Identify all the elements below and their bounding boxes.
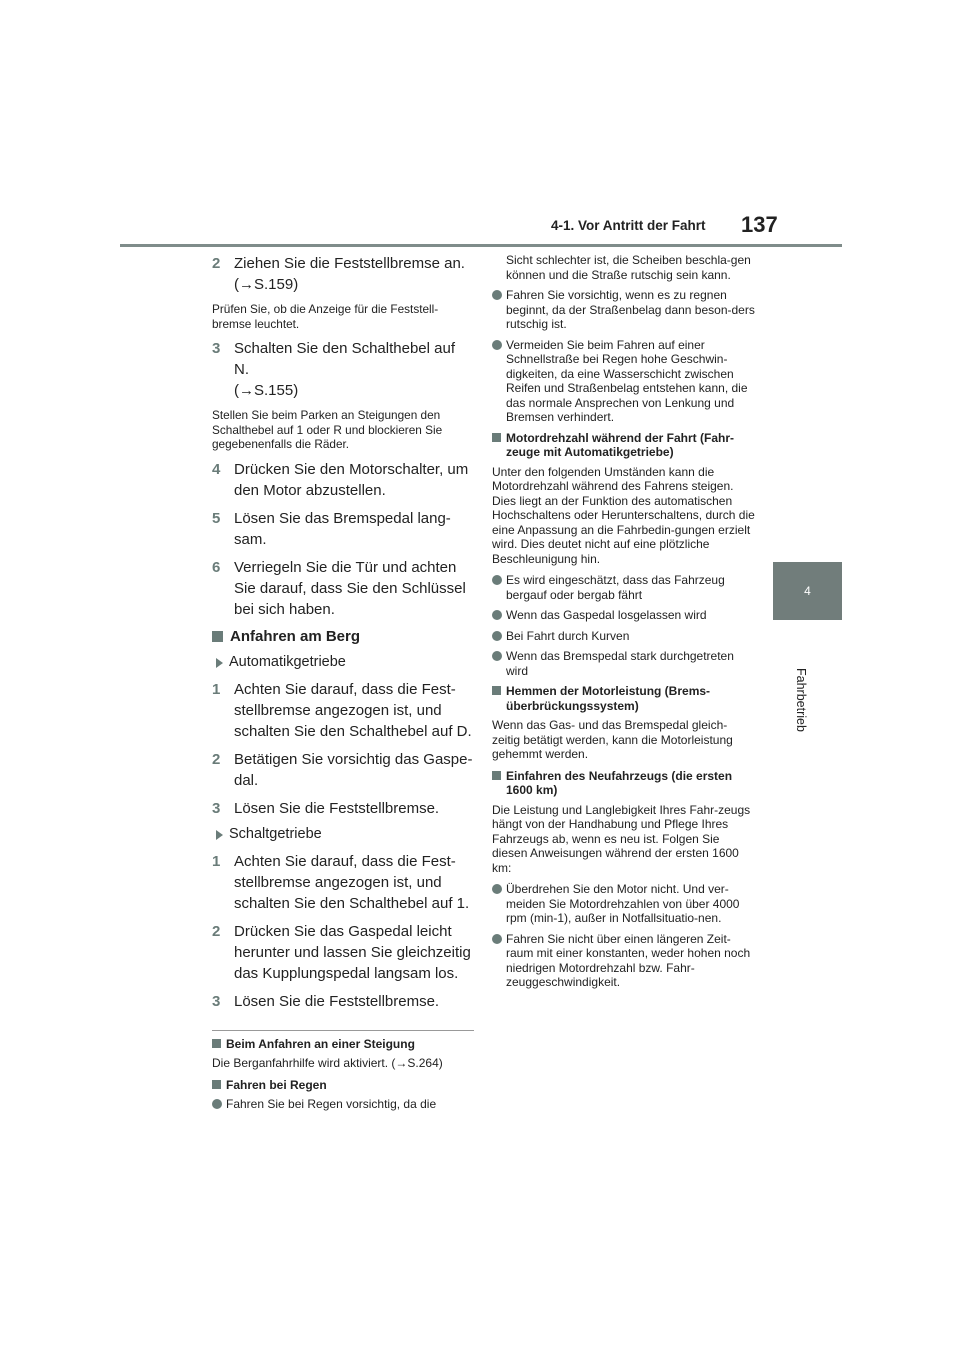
circle-bullet-icon: [492, 884, 502, 894]
info-heading-text: Motordrehzahl während der Fahrt (Fahr-zeuge mit Automatikgetriebe): [506, 430, 735, 459]
bullet-item: [492, 608, 755, 623]
circle-bullet-icon: [492, 631, 502, 641]
step-number: 3: [212, 799, 221, 817]
circle-bullet-icon: [492, 934, 502, 944]
step-text: Achten Sie darauf, dass die Fest-stellbremse angezogen ist, und schalten Sie den Schalthebel auf 1.: [234, 852, 470, 912]
step-text: Drücken Sie das Gaspedal leicht herunter und lassen Sie gleichzeitig das Kupplungspedal langsam los.: [234, 922, 471, 982]
step-item: [212, 991, 474, 1012]
square-bullet-icon: [492, 771, 501, 780]
triangle-bullet-icon: [216, 830, 223, 840]
bullet-text: Fahren Sie nicht über einen längeren Zeit-raum mit einer konstanten, weder hohen noch niedrigen Motordrehzahl bzw. Fahr-zeuggeschwindigkeit.: [506, 931, 751, 989]
step-number: 2: [212, 750, 221, 768]
info-heading-text: Beim Anfahren an einer Steigung: [226, 1036, 415, 1051]
step-item: [212, 557, 474, 620]
chapter-tab-label: Fahrbetrieb: [794, 668, 808, 732]
right-column: [492, 253, 755, 996]
step-number: 3: [212, 992, 221, 1010]
bullet-item: [212, 1097, 474, 1112]
subsection-label: [212, 826, 474, 842]
info-text: Die Leistung und Langlebigkeit Ihres Fahr-zeugs hängt von der Handhabung und Pflege Ihres Fahrzeugs ab, wenn es neu ist. Folgen Sie diesen Anweisungen während der ersten 1600 km:: [492, 802, 751, 875]
step-item: [212, 459, 474, 501]
section-divider: [212, 1030, 474, 1031]
square-bullet-icon: [212, 631, 223, 642]
step-item: [212, 749, 474, 791]
step-text: Schalten Sie den Schalthebel auf N.: [234, 340, 455, 378]
bullet-item: [492, 882, 755, 926]
subsection-label: [212, 654, 474, 670]
info-text: Unter den folgenden Umständen kann die Motordrehzahl während des Fahrens steigen. Dies liegt an der Funktion des automatischen Hochschaltens oder Herunterschaltens, durch die eine Anpassung an die Fahrbedin-gungen erzielt wird. Dies deutet nicht auf eine plötzliche Beschleunigung hin.: [492, 464, 755, 566]
step-number: 3: [212, 340, 221, 357]
circle-bullet-icon: [212, 1099, 222, 1109]
step-text: Drücken Sie den Motorschalter, um den Motor abzustellen.: [234, 460, 469, 499]
page-reference: (→S.159): [234, 276, 299, 293]
section-title: 4-1. Vor Antritt der Fahrt: [551, 218, 706, 233]
bullet-item: [492, 338, 755, 425]
step-text: Lösen Sie die Feststellbremse.: [234, 799, 440, 817]
subsection-label-text: Automatikgetriebe: [229, 653, 346, 670]
bullet-item: [492, 629, 755, 644]
step-item: [212, 798, 474, 819]
section-heading: [212, 628, 474, 645]
step-item: [212, 508, 474, 550]
subsection-label-text: Schaltgetriebe: [229, 825, 322, 842]
circle-bullet-icon: [492, 610, 502, 620]
bullet-text: Überdrehen Sie den Motor nicht. Und ver-meiden Sie Motordrehzahlen von über 4000 rpm (min-1), außer in Notfallsituatio-nen.: [506, 882, 740, 925]
bullet-item: [492, 649, 755, 678]
step-number: 6: [212, 558, 221, 576]
circle-bullet-icon: [492, 575, 502, 585]
info-heading-text: Hemmen der Motorleistung (Brems-überbrückungssystem): [506, 684, 711, 713]
bullet-item: [492, 288, 755, 332]
chapter-tab: [773, 562, 842, 620]
section-heading-text: Anfahren am Berg: [230, 627, 361, 645]
step-item: [212, 338, 474, 401]
step-note: Prüfen Sie, ob die Anzeige für die Feststell-bremse leuchtet.: [212, 302, 439, 331]
step-text: Achten Sie darauf, dass die Fest-stellbremse angezogen ist, und schalten Sie den Schalthebel auf D.: [234, 680, 472, 740]
step-text: Verriegeln Sie die Tür und achten Sie darauf, dass Sie den Schlüssel bei sich haben.: [234, 558, 466, 618]
square-bullet-icon: [492, 686, 501, 695]
triangle-bullet-icon: [216, 658, 223, 668]
step-number: 2: [212, 922, 221, 940]
info-heading: [492, 431, 755, 460]
left-column: [212, 253, 474, 1118]
step-item: [212, 921, 474, 984]
page-reference: (→S.155): [234, 382, 299, 399]
step-text: Ziehen Sie die Feststellbremse an.: [234, 255, 465, 272]
chapter-tab-number: 4: [804, 584, 811, 598]
bullet-item: [492, 573, 755, 602]
step-item: [212, 253, 474, 295]
square-bullet-icon: [492, 433, 501, 442]
bullet-text: Fahren Sie vorsichtig, wenn es zu regnen beginnt, da der Straßenbelag dann beson-ders rutschig ist.: [506, 288, 755, 331]
step-text: Lösen Sie die Feststellbremse.: [234, 992, 440, 1010]
circle-bullet-icon: [492, 290, 502, 300]
header-rule: [120, 244, 842, 247]
info-text: Die Berganfahrhilfe wird aktiviert. (→S.264): [212, 1056, 443, 1070]
info-heading: [212, 1037, 474, 1052]
circle-bullet-icon: [492, 340, 502, 350]
bullet-text: Wenn das Bremspedal stark durchgetreten wird: [506, 649, 734, 678]
circle-bullet-icon: [492, 651, 502, 661]
step-number: 1: [212, 852, 221, 870]
info-heading: [212, 1078, 474, 1093]
step-text: Lösen Sie das Bremspedal lang-sam.: [234, 509, 451, 548]
step-number: 4: [212, 460, 221, 478]
step-number: 5: [212, 509, 221, 527]
bullet-text: Bei Fahrt durch Kurven: [506, 628, 630, 643]
info-heading: [492, 684, 755, 713]
bullet-text: Wenn das Gaspedal losgelassen wird: [506, 608, 707, 622]
bullet-continuation: Sicht schlechter ist, die Scheiben beschla-gen können und die Straße rutschig sein kann.: [506, 253, 751, 282]
step-note: Stellen Sie beim Parken an Steigungen den Schalthebel auf 1 oder R und blockieren Sie gegebenenfalls die Räder.: [212, 408, 443, 451]
bullet-text: Vermeiden Sie beim Fahren auf einer Schnellstraße bei Regen hohe Geschwin-digkeiten, da eine Wasserschicht zwischen Reifen und Straßenbelag entstehen kann, die das normale Ansprechen von Lenkung und Bremsen verhindert.: [506, 337, 748, 424]
step-number: 2: [212, 255, 221, 272]
step-item: [212, 851, 474, 914]
bullet-text: Fahren Sie bei Regen vorsichtig, da die: [226, 1097, 437, 1111]
info-heading-text: Fahren bei Regen: [226, 1077, 327, 1092]
step-number: 1: [212, 680, 221, 698]
step-text: Betätigen Sie vorsichtig das Gaspe-dal.: [234, 750, 473, 789]
bullet-item: [492, 932, 755, 990]
square-bullet-icon: [212, 1080, 221, 1089]
square-bullet-icon: [212, 1039, 221, 1048]
step-item: [212, 679, 474, 742]
page-number: 137: [741, 212, 778, 237]
bullet-text: Es wird eingeschätzt, dass das Fahrzeug bergauf oder bergab fährt: [506, 573, 725, 602]
info-heading-text: Einfahren des Neufahrzeugs (die ersten 1600 km): [506, 768, 733, 797]
info-heading: [492, 769, 755, 798]
info-text: Wenn das Gas- und das Bremspedal gleich-zeitig betätigt werden, kann die Motorleistung gehemmt werden.: [492, 718, 733, 761]
